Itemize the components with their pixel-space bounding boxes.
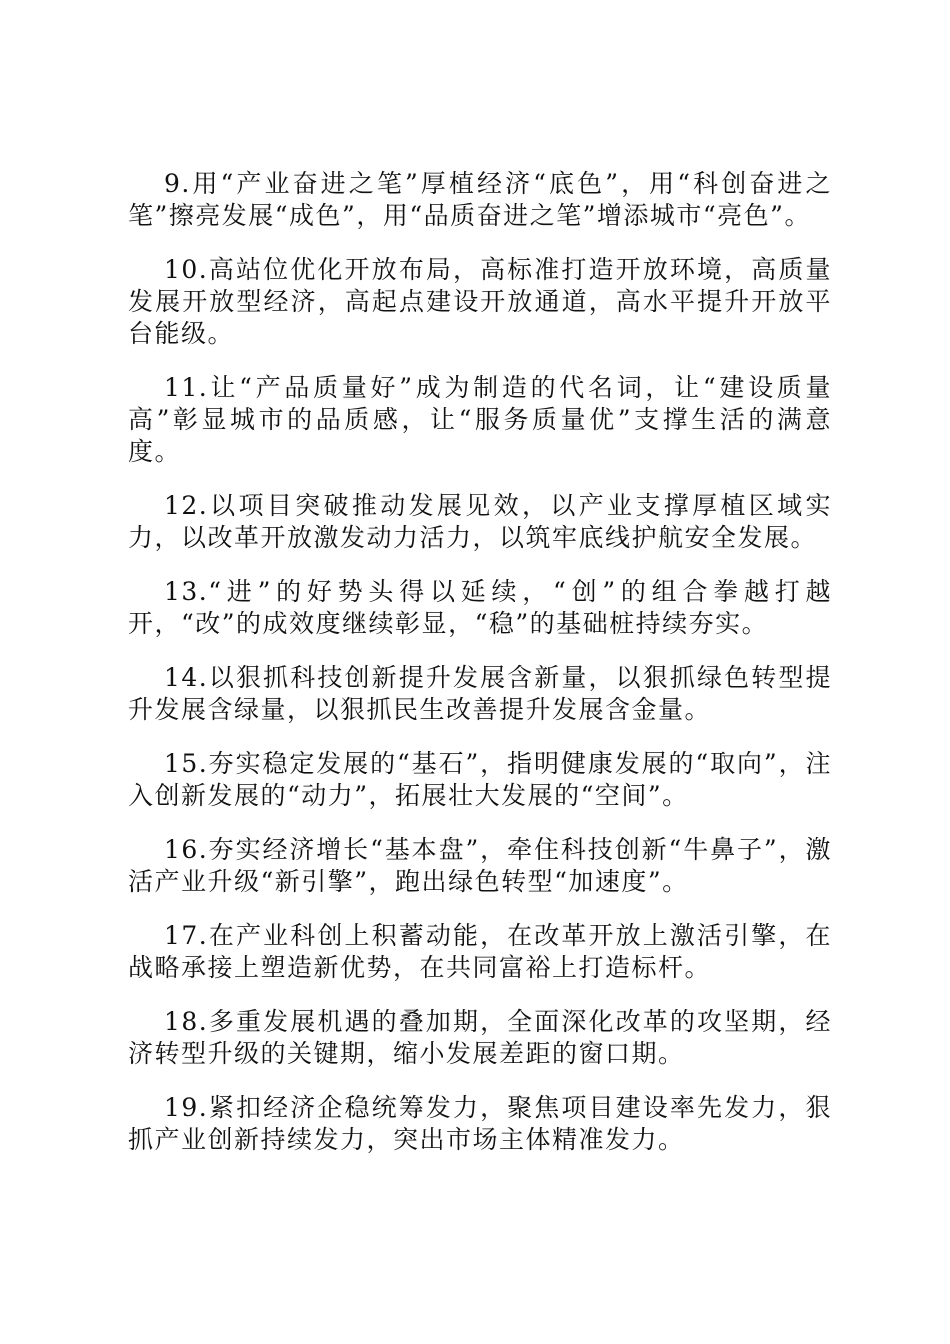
document-body	[128, 168, 832, 1178]
paragraph-19: 19.紧扣经济企稳统筹发力，聚焦项目建设率先发力，狠抓产业创新持续发力，突出市场主体精准发力。	[128, 1093, 832, 1154]
paragraph-18: 18.多重发展机遇的叠加期，全面深化改革的攻坚期，经济转型升级的关键期，缩小发展差距的窗口期。	[128, 1007, 832, 1068]
paragraph-9: 9.用“产业奋进之笔”厚植经济“底色”，用“科创奋进之笔”擦亮发展“成色”，用“品质奋进之笔”增添城市“亮色”。	[128, 169, 832, 230]
paragraph-13: 13.“进”的好势头得以延续，“创”的组合拳越打越开，“改”的成效度继续彰显，“稳”的基础桩持续夯实。	[128, 577, 832, 638]
paragraph-11: 11.让“产品质量好”成为制造的代名词，让“建设质量高”彰显城市的品质感，让“服务质量优”支撑生活的满意度。	[128, 373, 832, 466]
paragraph-10: 10.高站位优化开放布局，高标准打造开放环境，高质量发展开放型经济，高起点建设开放通道，高水平提升开放平台能级。	[128, 255, 832, 348]
paragraph-15: 15.夯实稳定发展的“基石”，指明健康发展的“取向”，注入创新发展的“动力”，拓展壮大发展的“空间”。	[128, 749, 832, 810]
paragraph-12: 12.以项目突破推动发展见效，以产业支撑厚植区域实力，以改革开放激发动力活力，以筑牢底线护航安全发展。	[128, 491, 832, 552]
paragraph-17: 17.在产业科创上积蓄动能，在改革开放上激活引擎，在战略承接上塑造新优势，在共同富裕上打造标杆。	[128, 921, 832, 982]
paragraph-14: 14.以狠抓科技创新提升发展含新量，以狠抓绿色转型提升发展含绿量，以狠抓民生改善提升发展含金量。	[128, 663, 832, 724]
paragraph-16: 16.夯实经济增长“基本盘”，牵住科技创新“牛鼻子”，激活产业升级“新引擎”，跑出绿色转型“加速度”。	[128, 835, 832, 896]
